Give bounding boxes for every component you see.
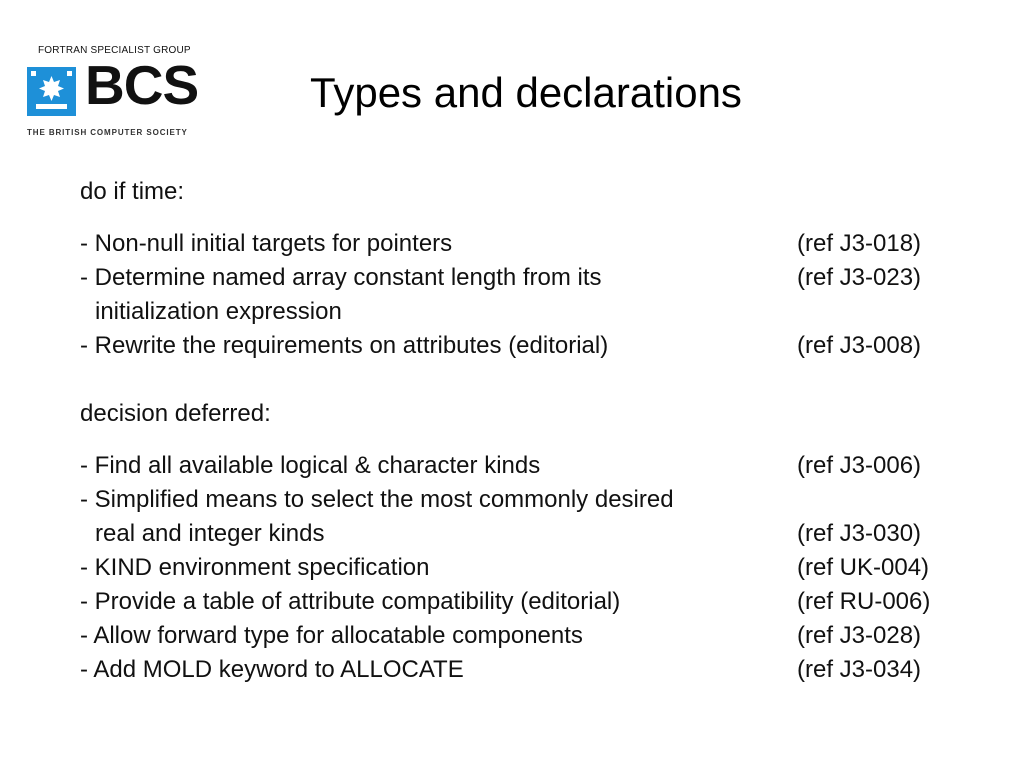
item-text: - KIND environment specification [80,554,430,581]
item-ref: (ref J3-006) [797,452,922,479]
list-item [80,449,980,483]
item-text: - Provide a table of attribute compatibility (editorial) [80,588,621,615]
list-item [80,551,980,585]
item-ref: (ref RU-006) [797,588,931,615]
item-text-continued: real and integer kinds [95,520,325,547]
list-item-continuation [80,295,980,329]
slide-content [80,175,980,687]
item-text: - Find all available logical & character kinds [80,452,541,479]
item-text: - Simplified means to select the most commonly desired [80,486,674,513]
logo-group-label: FORTRAN SPECIALIST GROUP [38,45,191,56]
list-item [80,329,980,363]
item-ref: (ref UK-004) [797,554,930,581]
item-ref: (ref J3-030) [797,520,922,547]
logo-letters: BCS [85,54,199,116]
list-item [80,483,980,517]
item-text-continued: initialization expression [95,298,342,325]
item-ref: (ref J3-034) [797,656,922,683]
item-text: - Add MOLD keyword to ALLOCATE [80,656,464,683]
slide-title: Types and declarations [310,69,742,116]
list-item-continuation [80,517,980,551]
list-item [80,585,980,619]
list-item [80,619,980,653]
list-item [80,227,980,261]
section-heading-decision-deferred: decision deferred: [80,400,271,427]
item-ref: (ref J3-018) [797,230,922,257]
section-heading-do-if-time: do if time: [80,178,185,205]
item-text: - Allow forward type for allocatable components [80,622,583,649]
item-text: - Rewrite the requirements on attributes (editorial) [80,332,609,359]
list-item [80,261,980,295]
list-item [80,653,980,687]
item-ref: (ref J3-008) [797,332,922,359]
item-ref: (ref J3-028) [797,622,922,649]
bcs-shield-icon [27,67,76,116]
item-ref: (ref J3-023) [797,264,922,291]
logo-society-name: THE BRITISH COMPUTER SOCIETY [27,128,188,137]
item-text: - Non-null initial targets for pointers [80,230,453,257]
item-text: - Determine named array constant length from its [80,264,602,291]
